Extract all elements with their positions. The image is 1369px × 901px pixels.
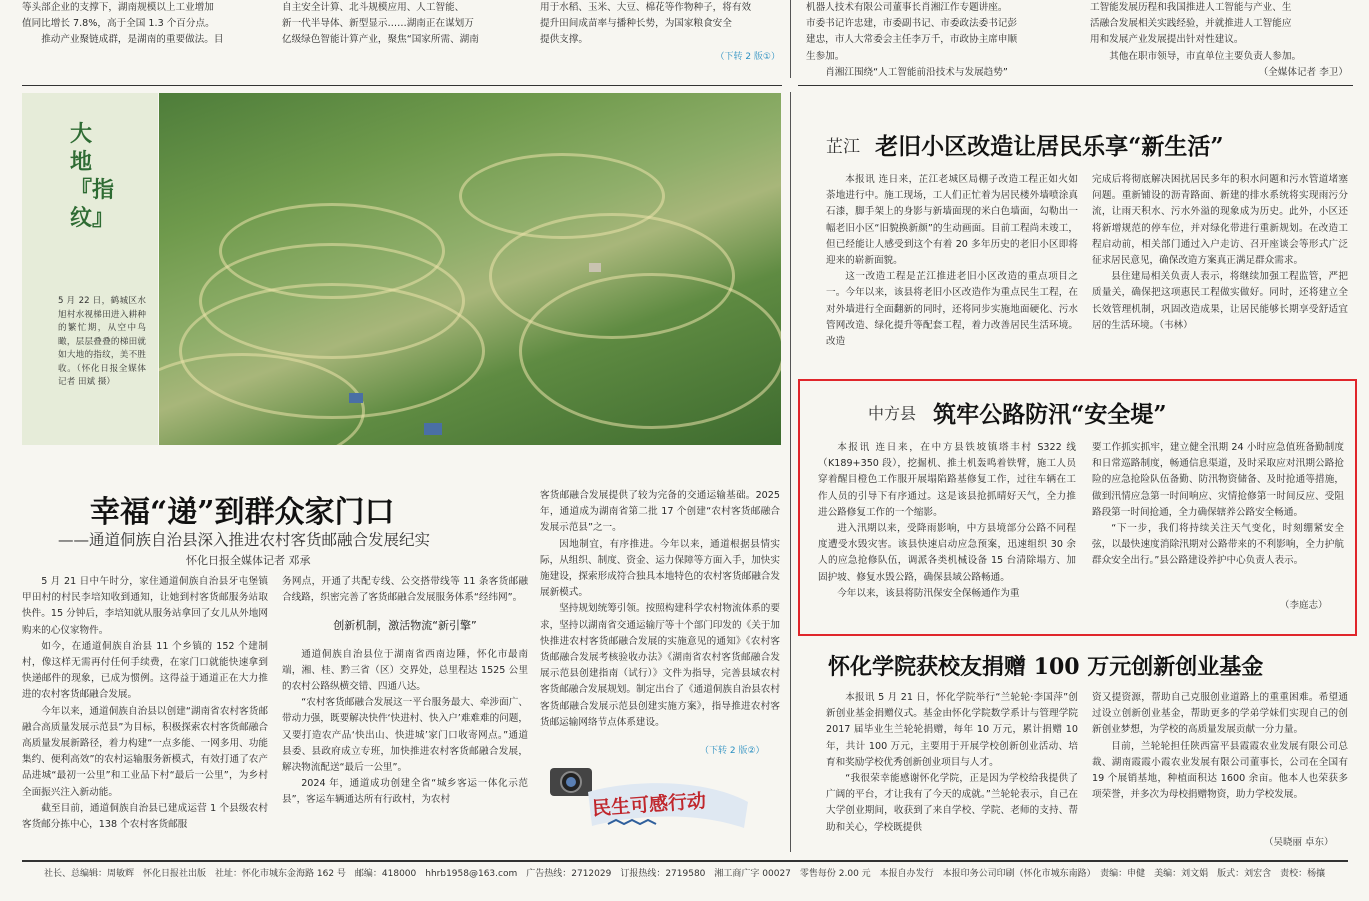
section-subhead: 创新机制，激活物流“新引擎”: [333, 619, 477, 633]
paragraph: 截至目前，通道侗族自治县已建成运营 1 个县级农村客货邮分拣中心，138 个农村客货邮服: [22, 802, 268, 831]
headline[interactable]: 筑牢公路防汛“安全堤”: [933, 401, 1167, 428]
paragraph: “我很荣幸能感谢怀化学院，正是因为学校给我提供了广阔的平台，才让我有了今天的成就。”兰轮轮表示，自己在大学创业期间，收获到了来自学校、学院、老师的支持、帮助和关心，学校既提供: [826, 773, 1078, 833]
xiangfu-col-3: [540, 488, 780, 743]
top-col-3: [540, 0, 780, 60]
paragraph: 坚持规划统筹引领。按照构建科学农村物流体系的要求，坚持以湖南省交通运输厅等十个部门印发的《关于加快推进农村客货邮融合发展的实施意见的通知》《农村客货邮融合发展考核验收办法》《湖南省农村客货邮融合发展示范县创建指南（试行）》文件为指导，完善县域农村客货邮融合发展规划。制定出台了《通道侗族自治县农村客货邮融合发展示范县创建实施方案》，指导推进农村客货邮运输网络节点体系建设。: [540, 603, 780, 728]
byline: （李庭志）: [1280, 600, 1328, 611]
byline: （全媒体记者 李卫）: [1258, 66, 1348, 78]
paragraph: 客货邮融合发展提供了较为完备的交通运输基础。2025 年，通道成为湖南省第二批 17 个创建“农村客货邮融合发展示范县”之一。: [540, 490, 780, 534]
column-divider: [790, 0, 791, 78]
column-divider: [790, 92, 791, 852]
xiangfu-col-1: [22, 574, 268, 864]
section-rule: [798, 85, 1353, 86]
paragraph: 这一改造工程是芷江推进老旧小区改造的重点项目之一。今年以来，该县将老旧小区改造作为重点民生工程，在对外墙进行全面翻新的同时，还将同步实施地面硬化、污水管网改造、绿化提升等配套工程，着力改善居民生活环境。改造: [826, 271, 1078, 348]
text-line: 活融合发展相关实践经验，并就推进人工智能应: [1090, 18, 1292, 30]
paragraph: 2024 年，通道成功创建全省“城乡客运一体化示范县”，客运车辆通达所有行政村，为农村: [282, 778, 528, 806]
text-line: 机器人技术有限公司董事长肖湘江作专题讲座。: [806, 2, 1008, 13]
paragraph: 因地制宜，有序推进。今年以来，通道根据县情实际，从组织、制度、资金、运力保障等方面入手，加快实施建设，探索形成符合独具本地特色的农村客货邮融合发展新模式。: [540, 538, 780, 599]
text-line: 亿级绿色智能计算产业，聚焦“国家所需、湖南: [282, 34, 479, 46]
section-rule: [22, 85, 782, 86]
byline: （吴晓丽 卓东）: [1264, 837, 1334, 848]
top-col-2: [282, 0, 528, 60]
text-line: 推动产业聚链成群，是湖南的重要做法。目: [41, 34, 224, 46]
photo-title: 大地『指纹』: [70, 121, 115, 231]
xiangfu-col-2: [282, 574, 528, 864]
paragraph: 本报讯 连日来，芷江老城区局棚子改造工程正如火如荼地进行中。施工现场，工人们正忙着为居民楼外墙喷涂真石漆，脚手架上的身影与新墙面现的米白色墙面，勾勒出一幅老旧小区“旧貌换新颜”的生动画面。目前工程尚未竣工，但已经能让人感受到这个有着 20 多年历史的老旧小区即将迎来的崭新面貌。: [826, 174, 1078, 267]
text-line: 提供支撑。: [540, 34, 588, 46]
paragraph: 目前，兰轮轮担任陕西富平县霞霞农业发展有限公司总裁、湖南霞霞小霞农业发展有限公司董事长，公司在全国有 19 个展销基地，种植面积达 1600 余亩。他本人也荣获多项荣誉，并多次为母校捐赠物资，助力学校发展。: [1092, 740, 1348, 801]
paragraph: 5 月 21 日中午时分，家住通道侗族自治县牙屯堡镇甲田村的村民李培知收到通知，让她到村客货邮服务站取快件。15 分钟后，李培知就从服务站拿回了女儿从外地网购来的心仪家物件。: [22, 576, 268, 636]
text-line: 市委书记许忠建，市委副书记、市委政法委书记彭: [806, 18, 1018, 30]
paragraph: 完成后将彻底解决困扰居民多年的积水问题和污水管道堵塞问题。重新铺设的沥青路面、新建的排水系统将实现雨污分流，让雨天积水、污水外溢的现象成为历史。此外，小区还将新增规范的停车位，并对绿化带进行重新规划。在改造工程启动前，相关部门通过入户走访、召开座谈会等形式广泛征求居民意见，确保改造方案真正满足群众需求。: [1092, 174, 1348, 267]
masthead-footer: 社长、总编辑：周敏辉 怀化日报社出版 社址：怀化市城东金海路 162 号 邮编：418000 hhrb1958@163.com 广告热线：2712029 订报热线：2719580 湘工商广字 00027 零售每份 2.00 元 本报自办发行 本报印务公司印刷（怀化市城东南路） 责编：申健 美编：刘文娟 版式：刘宏含 责校：杨攘: [44, 869, 1326, 879]
paragraph: 县住建局相关负责人表示，将继续加强工程监管，严把质量关，确保把这项惠民工程做实做好。同时，还将建立全长效管理机制，巩固改造成果，让居民能够长期享受舒适宜居的生活环境。（韦林）: [1092, 271, 1348, 331]
college-headline[interactable]: 怀化学院获校友捐赠 100 万元创新创业基金: [828, 654, 1264, 680]
text-line: 生参加。: [806, 50, 845, 62]
paragraph: 通道侗族自治县位于湖南省西南边陲，怀化市最南端，湘、桂、黔三省（区）交界处，总里程达 1525 公里的农村公路纵横交错、四通八达。: [282, 648, 528, 693]
text-line: 新一代半导体、新型显示……湖南正在谋划万: [282, 18, 474, 30]
paragraph: 今年以来，该县将防汛保安全保畅通作为重: [837, 587, 1020, 599]
paragraph: 如今，在通道侗族自治县 11 个乡镇的 152 个建制村，像这样无需再付任何手续费，在家门口就能快速拿到快递邮件的现象，已成为惯例。这得益于通道正在大力推进的农村客货邮融合发展。: [22, 640, 268, 701]
text-line: 提升田间成苗率与播种长势，为国家粮食安全: [540, 18, 732, 30]
paragraph: “下一步，我们将持续关注天气变化，时刻绷紧安全弦，以最快速度消除汛期对公路带来的不利影响，全力护航群众安全出行。”县公路建设养护中心负责人表示。: [1092, 523, 1344, 567]
headline[interactable]: 老旧小区改造让居民乐享“新生活”: [875, 133, 1224, 160]
text-line: 其他在职市领导，市直单位主要负责人参加。: [1109, 50, 1302, 62]
subheadline: ——通道侗族自治县深入推进农村客货邮融合发展纪实: [58, 531, 431, 549]
photo-caption: 5 月 22 日，鹤城区水旭村水视梯田进入耕种的繁忙期，从空中鸟瞰，层层叠叠的梯田就如大地的指纹，美不胜收。（怀化日报全媒体记者 田斌 摄）: [58, 296, 146, 387]
text-line: 用和发展产业发展提出针对性建议。: [1090, 34, 1244, 46]
zhijiang-left: [826, 172, 1078, 357]
zhongfang-header: [868, 396, 1328, 430]
footer-rule: [22, 860, 1348, 862]
main-headline[interactable]: 幸福“递”到群众家门口: [90, 495, 395, 530]
terrace-photo[interactable]: [159, 93, 781, 445]
text-line: 肖湘江围绕“人工智能前沿技术与发展趋势”: [825, 66, 1008, 78]
paragraph: 本报讯 5 月 21 日，怀化学院举行“兰轮轮·李国萍”创新创业基金捐赠仪式。基金由怀化学院数学系计与管理学院 2017 届毕业生兰轮轮捐赠，每年 10 万元，累计捐赠 10 年，共计 100 万元，主要用于开展学校创新创业活动、培育和奖励学校优秀创新创业项目与人才。: [826, 692, 1078, 768]
zhijiang-header: [826, 128, 1346, 162]
text-line: 工智能发展历程和我国推进人工智能与产业、生: [1090, 2, 1292, 13]
text-line: 用于水稻、玉米、大豆、棉花等作物种子，将有效: [540, 2, 752, 13]
zhijiang-right: [1092, 172, 1348, 357]
paragraph: 要工作抓实抓牢，建立健全汛期 24 小时应急值班备勤制度和日常巡路制度，畅通信息渠道，及时采取应对汛期公路抢险的应急抢险队伍备勤、防汛物资储备、及时抢通等措施，做到汛情应急第一时间响应、灾情抢修第一时间反应、受阻路段第一时间抢通，全力确保辖养公路安全畅通。: [1092, 442, 1344, 518]
place-tag: 芷江: [826, 137, 860, 157]
paragraph: 务网点，开通了共配专线、公交搭带线等 11 条客货邮融合线路，织密完善了客货邮融合发展服务体系“经纬网”。: [282, 576, 528, 604]
zhongfang-left: [818, 440, 1076, 620]
text-line: 自主安全计算、北斗规模应用、人工智能、: [282, 2, 465, 13]
paragraph: 今年以来，通道侗族自治县以创建“湖南省农村客货邮融合高质量发展示范县”为目标，积极探索农村客货邮融合高质量发展新路径，着力构建“一点多能、一网多用、功能集约、便利高效”的农村运输服务新模式，有效打通了农产品进城“最初一公里”和工业品下村“最后一公里”，为乡村全面振兴注入新动能。: [22, 705, 268, 798]
top-col-1: [22, 0, 268, 60]
place-tag: 中方县: [868, 404, 917, 423]
paragraph: 本报讯 连日来，在中方县铁坡镇塔丰村 S322 线（K189+350 段），挖掘机、推土机轰鸣着铁臂，施工人员穿着醒目橙色工作服开展塌陷路基修复工作，过往车辆在工作人员的引导下有序通过。这是该县抢抓晴好天气，全力推进公路修复工作的一个缩影。: [818, 442, 1076, 518]
text-line: 值同比增长 7.8%，高于全国 1.3 个百分点。: [22, 18, 215, 30]
college-left: [826, 690, 1078, 858]
top-col-4: [806, 0, 1074, 80]
author-line: 怀化日报全媒体记者 邓承: [186, 554, 311, 567]
badge-label: 民生可感行动: [591, 790, 707, 820]
text-line: 等头部企业的支撑下，湖南规模以上工业增加: [22, 2, 214, 13]
paragraph: 资又提资源，帮助自己克服创业道路上的重重困难。希望通过设立创新创业基金，帮助更多的学弟学妹们实现自己的创新创业梦想，为学校的高质量发展贡献一分力量。: [1092, 692, 1348, 736]
text-line: 建忠，市人大常委会主任李万千，市政协主席申顺: [806, 34, 1018, 46]
college-right: [1092, 690, 1348, 830]
campaign-badge: [548, 762, 753, 832]
paragraph: “农村客货邮融合发展这一平台服务最大、牵涉面广、带动力强，既要解决快件‘快进村、快入户’难难难的问题，又要打造农产品‘快出山、快进城’家门口收寄网点。”通道县委、县政府成立专班，加快推进农村客货邮融合发展，解决物流配送“最后一公里”。: [282, 697, 528, 774]
continued-jump[interactable]: （下转 2 版①）: [715, 51, 780, 60]
zhongfang-right: [1092, 440, 1344, 610]
continued-jump-2[interactable]: （下转 2 版②）: [700, 746, 765, 756]
top-col-5: [1090, 0, 1348, 80]
paragraph: 进入汛期以来，受降雨影响，中方县境部分公路不同程度遭受水毁灾害。该县快速启动应急预案，迅速组织 30 余人的应急抢修队伍，调派各类机械设备 15 台清除塌方、加固护坡、修复水毁公路，确保县域公路畅通。: [818, 523, 1076, 583]
